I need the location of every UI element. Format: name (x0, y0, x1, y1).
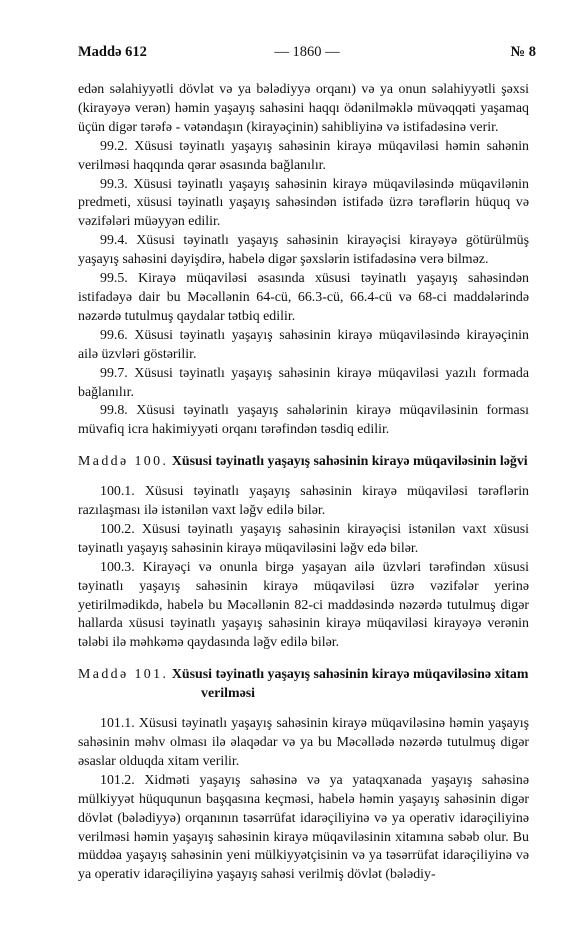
paragraph-99-3: 99.3. Xüsusi təyinatlı yaşayış sahəsinin kirayə müqaviləsində müqavilənin predmeti, xüsusi təyinatlı yaşayış sahəsindən istifadə üzrə tərəflərin hüquq və vəzifələri müəyyən edilir. (78, 176, 529, 230)
header-issue-number: № 8 (510, 44, 536, 60)
article-100-number: Maddə 100. (78, 454, 169, 470)
paragraph-100-2: 100.2. Xüsusi təyinatlı yaşayış sahəsinin kirayəçisi istənilən vaxt xüsusi təyinatlı yaşayış sahəsinin kirayə müqaviləsini ləğv edə bilər. (78, 521, 529, 556)
paragraph-99-4: 99.4. Xüsusi təyinatlı yaşayış sahəsinin kirayəçisi kirayəyə götürülmüş yaşayış sahəsini dəyişdirə, habelə digər şəxslərin istifadəsinə verə bilməz. (78, 233, 529, 268)
paragraph-99-6: 99.6. Xüsusi təyinatlı yaşayış sahəsinin kirayə müqaviləsində kirayəçinin ailə üzvləri göstərilir. (78, 327, 529, 362)
article-100-heading (78, 453, 529, 472)
paragraph-101-1: 101.1. Xüsusi təyinatlı yaşayış sahəsinin kirayə müqaviləsinə həmin yaşayış sahəsinin məhv olması ilə əlaqədar və ya bu Məcəllədə nəzərdə tutulmuş digər əsaslar olduqda xitam verilir. (78, 716, 529, 769)
paragraph-99-7: 99.7. Xüsusi təyinatlı yaşayış sahəsinin kirayə müqaviləsi yazılı formada bağlanılır. (78, 365, 529, 400)
header-article-ref: Maddə 612 (78, 44, 147, 60)
article-101-heading (78, 666, 529, 704)
article-101-title: Xüsusi təyinatlı yaşayış sahəsinin kirayə müqaviləsinə xitam verilməsi (171, 667, 529, 702)
article-101-number: Maddə 101. (78, 667, 169, 683)
article-100-title: Xüsusi təyinatlı yaşayış sahəsinin kirayə müqaviləsinin ləğvi (171, 454, 528, 470)
paragraph-99-8: 99.8. Xüsusi təyinatlı yaşayış sahələrinin kirayə müqaviləsinin forması müvafiq icra hakimiyyəti orqanı tərəfindən təsdiq edilir. (78, 403, 529, 438)
page-content (78, 81, 529, 885)
running-header (78, 44, 536, 64)
paragraph-99-2: 99.2. Xüsusi təyinatlı yaşayış sahəsinin kirayə müqaviləsi həmin sahənin verilməsi haqqında qərar əsasında bağlanılır. (78, 138, 529, 173)
paragraph-100-3: 100.3. Kirayəçi və onunla birgə yaşayan ailə üzvləri tərəfindən xüsusi təyinatlı yaşayış sahəsinin kirayə müqaviləsi üzrə vəzifələr yerinə yetirilmədikdə, habelə bu Məcəllənin 82-ci maddəsində nəzərdə tutulmuş digər hallarda xüsusi təyinatlı yaşayış sahəsinin kirayə müqaviləsi kirayəyə verənin tələbi ilə məhkəmə qaydasında ləğv edilə bilər. (78, 559, 529, 651)
paragraph-continuation: edən səlahiyyətli dövlət və ya bələdiyyə orqanı) və ya onun səlahiyyətli şəxsi (kirayəyə verən) həmin yaşayış sahəsini haqqı ödənilməklə müvəqqəti yaşamaq üçün digər tərəfə - vətəndaşın (kirayəçinin) sahibliyinə və istifadəsinə verir. (78, 82, 529, 135)
paragraph-101-2: 101.2. Xidməti yaşayış sahəsinə və ya yataqxanada yaşayış sahəsinə mülkiyyət hüququnun başqasına keçməsi, habelə həmin yaşayış sahəsinin digər dövlət (bələdiyyə) orqanının təsərrüfat idarəçiliyinə və ya operativ idarəçiliyinə verilməsi həmin yaşayış sahəsinin kirayə müqaviləsinin xitamına səbəb olur. Bu müddəa yaşayış sahəsinin yeni mülkiyyətçisinin və ya təsərrüfat idarəçiliyinə və ya operativ idarəçiliyinə yaşayış sahəsi verilmiş dövlət (bələdiy- (78, 772, 529, 883)
paragraph-99-5: 99.5. Kirayə müqaviləsi əsasında xüsusi təyinatlı yaşayış sahəsindən istifadəyə dair bu Məcəllənin 64-cü, 66.3-cü, 66.4-cü və 68-ci maddələrində nəzərdə tutulmuş qaydalar tətbiq edilir. (78, 271, 529, 324)
paragraph-100-1: 100.1. Xüsusi təyinatlı yaşayış sahəsinin kirayə müqaviləsi tərəflərin razılaşması ilə istənilən vaxt ləğv edilə bilər. (78, 484, 529, 519)
page-number: — 1860 — (274, 44, 340, 60)
